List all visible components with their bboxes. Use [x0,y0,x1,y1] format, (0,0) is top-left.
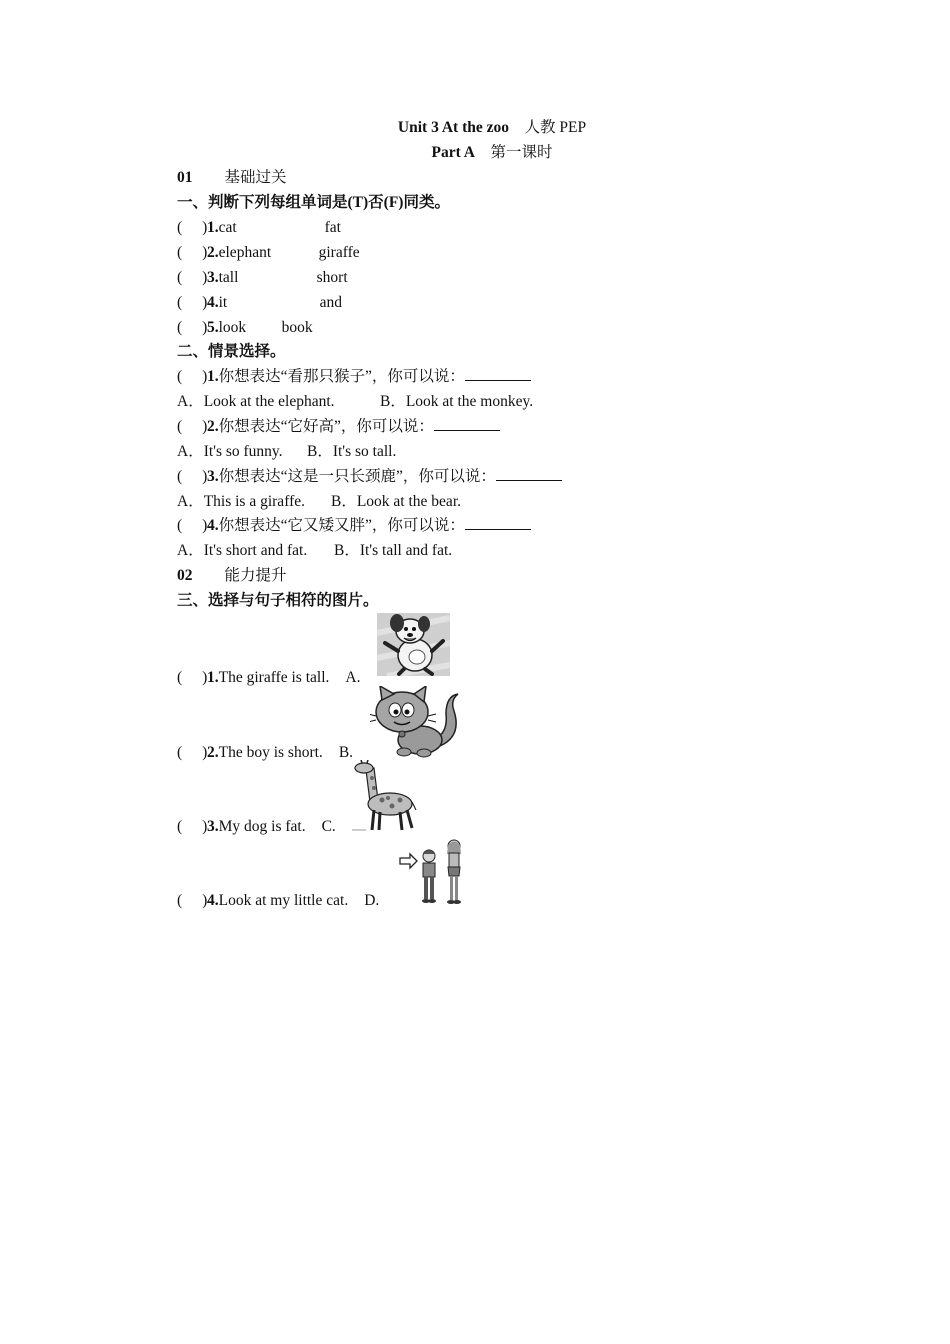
answer-paren[interactable]: ( ) [177,744,208,761]
part-label: Part A [431,144,475,161]
part1-item-5: ( )5.look book [177,319,313,336]
part1-item-3: ( )3.tall short [177,269,348,286]
part3-heading: 三、选择与句子相符的图片。 [177,592,379,609]
answer-paren[interactable]: ( ) [177,219,208,236]
part1-item-4: ( )4.it and [177,294,343,311]
part2-q4: ( )4.你想表达“它又矮又胖”，你可以说： [177,516,531,536]
answer-blank[interactable] [434,417,500,431]
section-02-header [177,566,287,586]
answer-blank[interactable] [465,367,531,381]
fat-dog-picture [377,613,450,676]
part3-item-1: ( )1.The giraffe is tall. A. [177,669,361,686]
part1-item-1: ( )1.cat fat [177,219,341,236]
option-label: B. [338,744,354,761]
answer-paren[interactable]: ( ) [177,368,208,385]
answer-blank[interactable] [496,467,562,481]
section-01-header [177,168,287,188]
option-b[interactable]: B．It's tall and fat. [334,542,453,559]
option-a[interactable]: A．This is a giraffe. [177,493,305,510]
arrow-icon [400,854,417,868]
answer-paren[interactable]: ( ) [177,517,208,534]
part1-item-2: ( )2.elephant giraffe [177,244,360,261]
part2-q1: ( )1.你想表达“看那只猴子”，你可以说： [177,367,531,387]
part1-heading: 一、判断下列每组单词是(T)否(F)同类。 [177,194,450,211]
part3-item-3: ( )3.My dog is fat. C. [177,818,336,835]
title-en: Unit 3 At the zoo [397,119,509,136]
option-label: D. [364,892,380,909]
part2-q4-options [177,541,452,561]
lesson-label: 第一课时 [490,144,553,161]
answer-paren[interactable]: ( ) [177,892,208,909]
title-cn: 人教 PEP [524,119,587,136]
option-b[interactable]: B．Look at the bear. [331,493,461,510]
part2-q3-options [177,492,461,512]
section-number: 01 [177,169,193,186]
part3-item-4: ( )4.Look at my little cat. D. [177,892,380,909]
answer-paren[interactable]: ( ) [177,319,208,336]
answer-paren[interactable]: ( ) [177,418,208,435]
answer-paren[interactable]: ( ) [177,468,208,485]
part3-item-2: ( )2.The boy is short. B. [177,744,354,761]
section-name: 能力提升 [224,567,287,584]
option-b[interactable]: B．Look at the monkey. [380,393,534,410]
section-number: 02 [177,567,193,584]
answer-paren[interactable]: ( ) [177,244,208,261]
answer-paren[interactable]: ( ) [177,818,208,835]
giraffe-picture [352,760,418,832]
page-title [17,118,950,138]
option-a[interactable]: A．It's so funny. [177,443,283,460]
option-b[interactable]: B．It's so tall. [307,443,397,460]
part2-q1-options [177,392,533,412]
page-subtitle [17,143,950,163]
boy-and-girl-picture [398,838,468,908]
option-label: A. [345,669,361,686]
cat-picture [370,686,462,758]
option-label: C. [321,818,336,835]
option-a[interactable]: A．It's short and fat. [177,542,308,559]
answer-paren[interactable]: ( ) [177,269,208,286]
section-name: 基础过关 [224,169,287,186]
part2-q3: ( )3.你想表达“这是一只长颈鹿”，你可以说： [177,467,562,487]
part2-q2-options [177,442,396,462]
answer-paren[interactable]: ( ) [177,294,208,311]
answer-paren[interactable]: ( ) [177,669,208,686]
option-a[interactable]: A．Look at the elephant. [177,393,335,410]
answer-blank[interactable] [465,516,531,530]
part2-heading: 二、情景选择。 [177,343,286,360]
part2-q2: ( )2.你想表达“它好高”，你可以说： [177,417,500,437]
